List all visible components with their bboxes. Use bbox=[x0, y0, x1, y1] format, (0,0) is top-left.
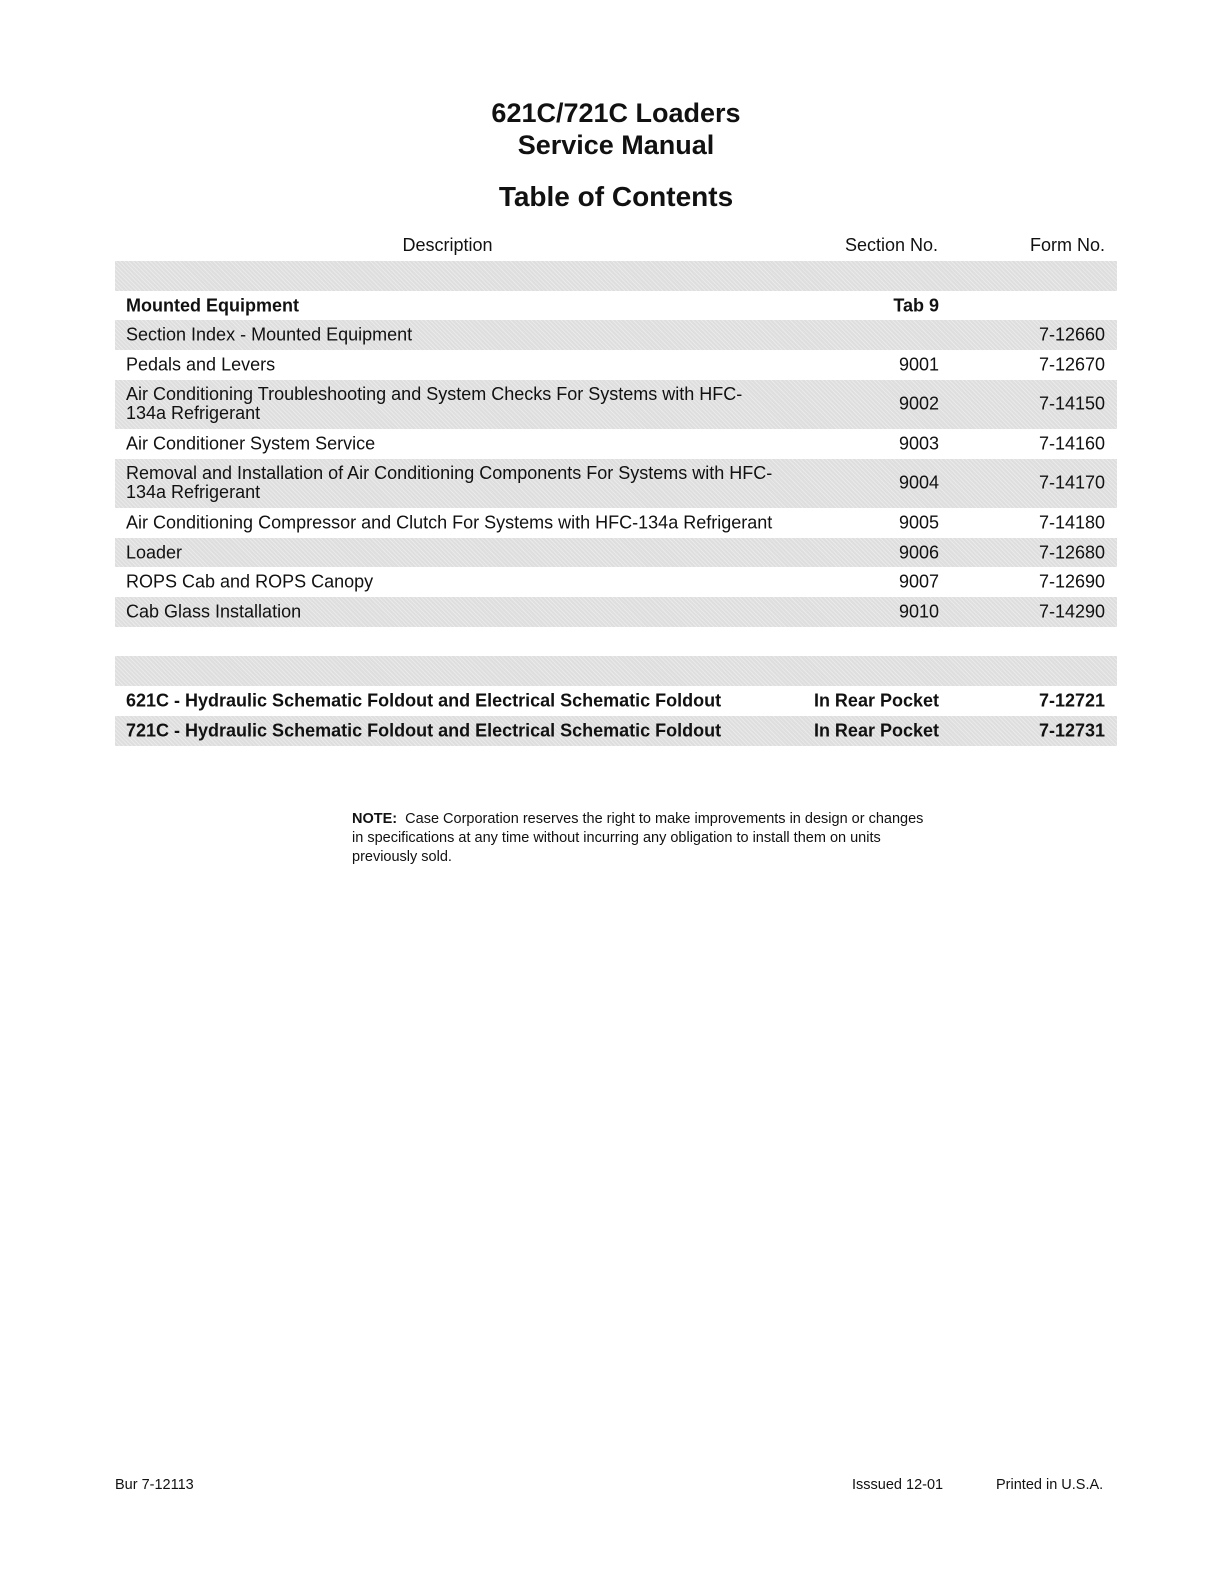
table-row[interactable] bbox=[115, 538, 1117, 568]
row-form: 7-12680 bbox=[1038, 542, 1105, 563]
group-tab: Tab 9 bbox=[893, 295, 939, 316]
row-description: Removal and Installation of Air Conditioning Components For Systems with HFC-134a Refrigerant bbox=[126, 463, 773, 503]
row-section: 9002 bbox=[898, 393, 939, 414]
footer-issued: Isssued 12-01 bbox=[852, 1477, 944, 1493]
row-description: Air Conditioning Compressor and Clutch For Systems with HFC-134a Refrigerant bbox=[126, 512, 773, 533]
row-section: 9005 bbox=[898, 512, 939, 533]
row-description: Air Conditioning Troubleshooting and System Checks For Systems with HFC-134a Refrigerant bbox=[126, 384, 743, 424]
foldout-description: 721C - Hydraulic Schematic Foldout and Electrical Schematic Foldout bbox=[126, 720, 722, 741]
footer-printed: Printed in U.S.A. bbox=[996, 1477, 1104, 1493]
table-gap bbox=[115, 627, 1117, 657]
table-row[interactable] bbox=[115, 597, 1117, 627]
foldout-form: 7-12721 bbox=[1038, 690, 1105, 711]
toc-table bbox=[115, 261, 1117, 746]
row-form: 7-12670 bbox=[1038, 354, 1105, 375]
foldout-description: 621C - Hydraulic Schematic Foldout and Electrical Schematic Foldout bbox=[126, 690, 722, 711]
foldout-location: In Rear Pocket bbox=[813, 720, 939, 741]
table-row[interactable] bbox=[115, 429, 1117, 459]
foldout-row[interactable] bbox=[115, 686, 1117, 716]
row-description: Cab Glass Installation bbox=[126, 601, 302, 622]
table-row[interactable] bbox=[115, 350, 1117, 380]
note-text: Case Corporation reserves the right to make improvements in design or changes in specifications at any time without incurring any obligation to install them on units previously sold. bbox=[352, 811, 924, 865]
table-row[interactable] bbox=[115, 380, 1117, 429]
table-row[interactable] bbox=[115, 567, 1117, 597]
row-form: 7-12660 bbox=[1038, 324, 1105, 345]
row-form: 7-14150 bbox=[1038, 393, 1105, 414]
row-section: 9007 bbox=[898, 571, 939, 592]
foldout-form: 7-12731 bbox=[1038, 720, 1105, 741]
row-form: 7-14160 bbox=[1038, 433, 1105, 454]
column-header-form: Form No. bbox=[1029, 235, 1105, 255]
column-header-section: Section No. bbox=[844, 235, 938, 255]
table-spacer bbox=[115, 656, 1117, 686]
manual-title: 621C/721C Loaders bbox=[491, 98, 741, 128]
toc-heading: Table of Contents bbox=[498, 181, 734, 212]
row-section: 9010 bbox=[898, 601, 939, 622]
note-block bbox=[352, 810, 932, 867]
row-description: Air Conditioner System Service bbox=[126, 433, 376, 454]
foldout-location: In Rear Pocket bbox=[813, 690, 939, 711]
row-section: 9003 bbox=[898, 433, 939, 454]
row-description: Section Index - Mounted Equipment bbox=[126, 324, 413, 345]
row-description: Pedals and Levers bbox=[126, 354, 276, 375]
row-section: 9004 bbox=[898, 472, 939, 493]
row-form: 7-14170 bbox=[1038, 472, 1105, 493]
row-description: Loader bbox=[126, 542, 183, 563]
table-row[interactable] bbox=[115, 320, 1117, 350]
row-section: 9006 bbox=[898, 542, 939, 563]
group-title: Mounted Equipment bbox=[126, 295, 299, 316]
manual-subtitle: Service Manual bbox=[517, 130, 715, 160]
column-header-description: Description bbox=[402, 235, 493, 255]
row-description: ROPS Cab and ROPS Canopy bbox=[126, 571, 374, 592]
group-row bbox=[115, 291, 1117, 321]
row-form: 7-12690 bbox=[1038, 571, 1105, 592]
row-form: 7-14180 bbox=[1038, 512, 1105, 533]
table-spacer bbox=[115, 261, 1117, 291]
footer-doc-number: Bur 7-12113 bbox=[115, 1477, 194, 1493]
note-label: NOTE: bbox=[352, 811, 398, 827]
foldout-row[interactable] bbox=[115, 716, 1117, 746]
row-form: 7-14290 bbox=[1038, 601, 1105, 622]
table-row[interactable] bbox=[115, 508, 1117, 538]
row-section: 9001 bbox=[898, 354, 939, 375]
table-row[interactable] bbox=[115, 459, 1117, 508]
